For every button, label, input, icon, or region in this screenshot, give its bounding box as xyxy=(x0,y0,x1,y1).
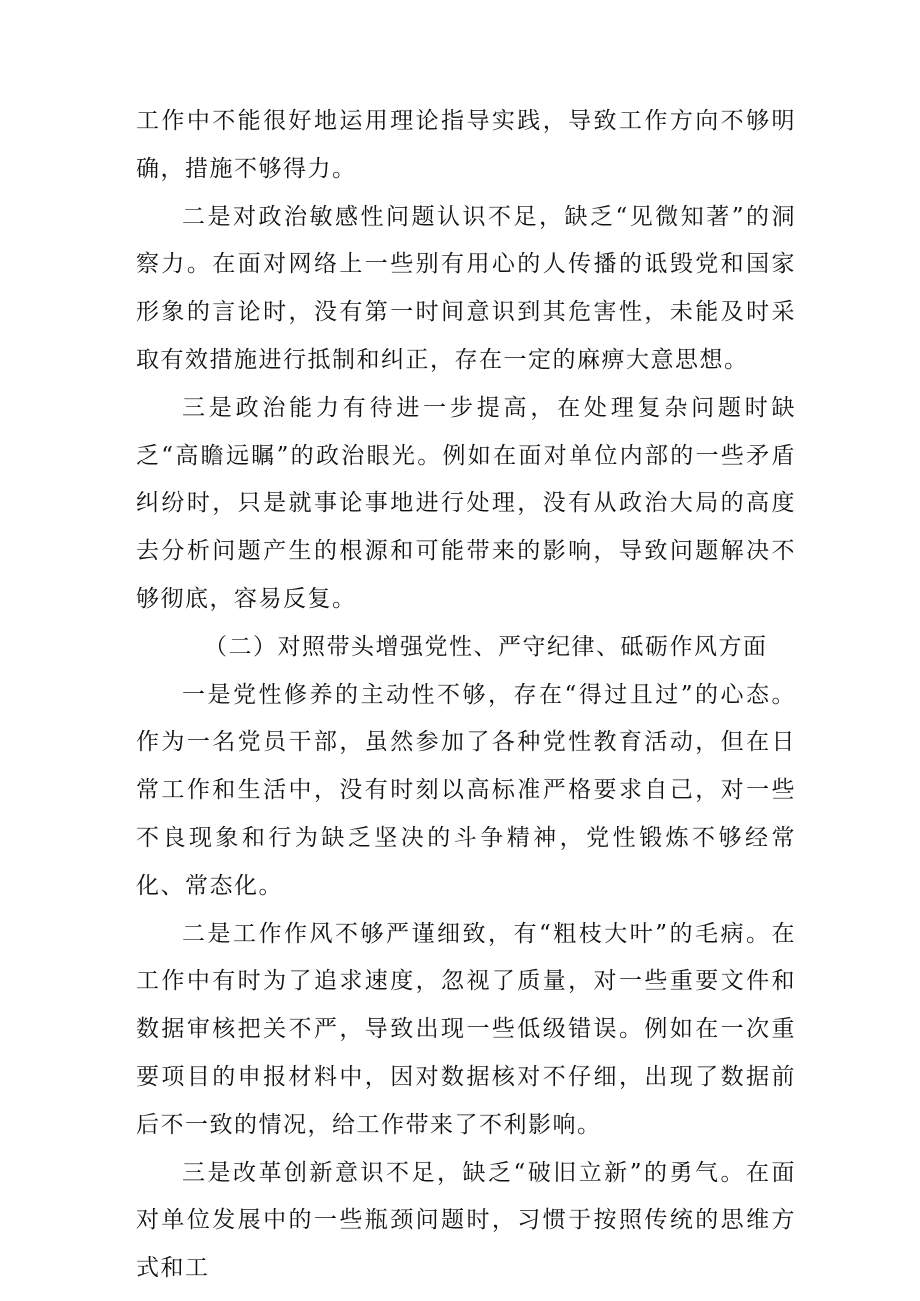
section-heading: （二）对照带头增强党性、严守纪律、砥砺作风方面 xyxy=(204,633,768,660)
paragraph-political-ability: 三是政治能力有待进一步提高，在处理复杂问题时缺乏“高瞻远瞩”的政治眼光。例如在面对单位内部的一些矛盾纠纷时，只是就事论事地进行处理，没有从政治大局的高度去分析问题产生的根源和可能带来的影响，导致问题解决不够彻底，容易反复。 xyxy=(136,394,796,612)
paragraph-party-spirit: 一是党性修养的主动性不够，存在“得过且过”的心态。作为一名党员干部，虽然参加了各种党性教育活动，但在日常工作和生活中，没有时刻以高标准严格要求自己，对一些不良现象和行为缺乏坚决的斗争精神，党性锻炼不够经常化、常态化。 xyxy=(136,681,796,899)
paragraph-continuation: 工作中不能很好地运用理论指导实践，导致工作方向不够明确，措施不够得力。 xyxy=(136,108,796,182)
paragraph-work-style: 二是工作作风不够严谨细致，有“粗枝大叶”的毛病。在工作中有时为了追求速度，忽视了质量，对一些重要文件和数据审核把关不严，导致出现一些低级错误。例如在一次重要项目的申报材料中，因对数据核对不仔细，出现了数据前后不一致的情况，给工作带来了不利影响。 xyxy=(136,920,796,1138)
document-body xyxy=(136,98,796,1293)
paragraph-political-sensitivity: 二是对政治敏感性问题认识不足，缺乏“见微知著”的洞察力。在面对网络上一些别有用心的人传播的诋毁党和国家形象的言论时，没有第一时间意识到其危害性，未能及时采取有效措施进行抵制和纠正，存在一定的麻痹大意思想。 xyxy=(136,203,796,373)
paragraph-innovation: 三是改革创新意识不足，缺乏“破旧立新”的勇气。在面对单位发展中的一些瓶颈问题时，习惯于按照传统的思维方式和工 xyxy=(136,1159,796,1282)
